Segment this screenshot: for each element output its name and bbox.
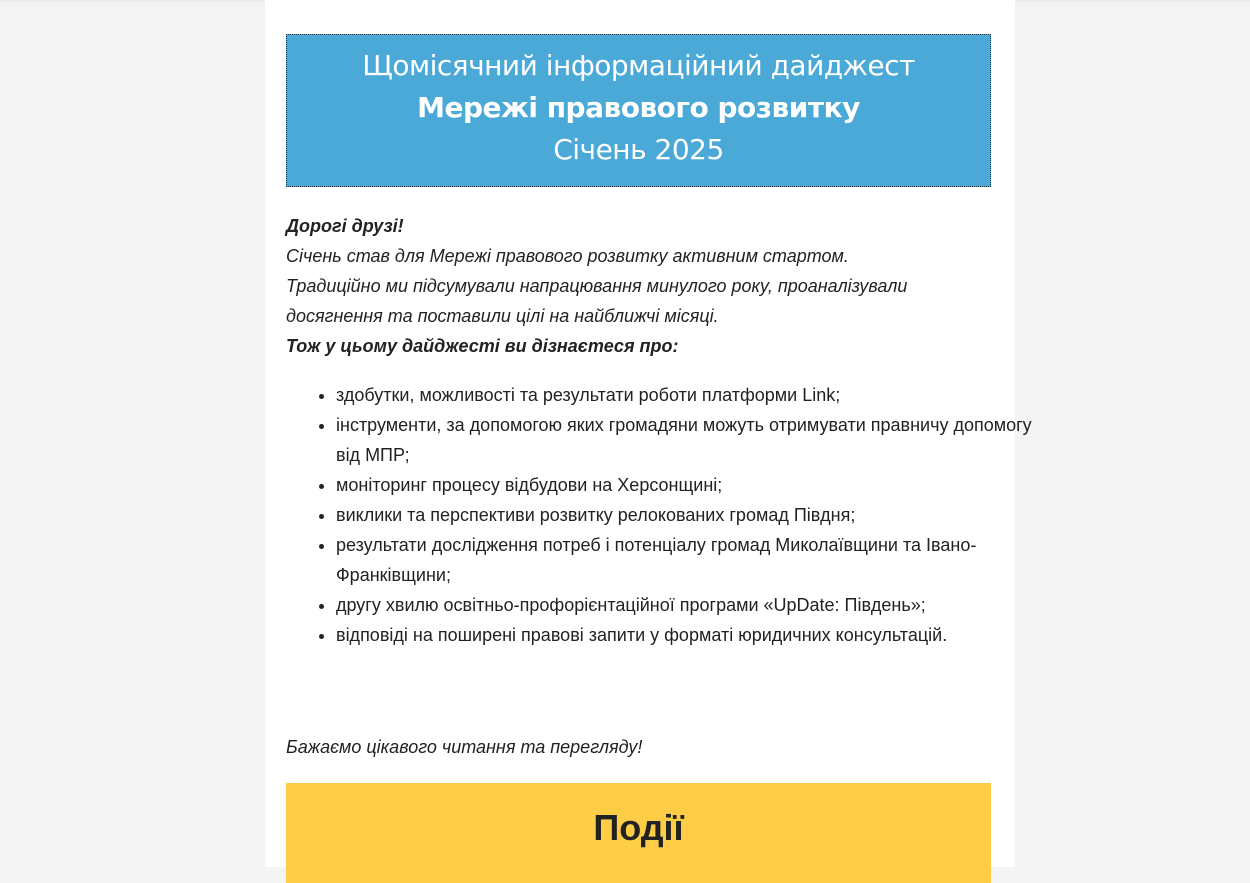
list-item: • здобутки, можливості та результати роботи платформи Link; (336, 380, 1036, 410)
digest-title: Мережі правового розвитку (417, 91, 860, 124)
topics-list (286, 380, 1036, 650)
list-item: • моніторинг процесу відбудови на Херсонщині; (336, 470, 1036, 500)
greeting: Дорогі друзі! (286, 216, 404, 236)
digest-header-banner (286, 34, 991, 187)
list-item: • результати дослідження потреб і потенціалу громад Миколаївщини та Івано-Франківщини; (336, 530, 1036, 590)
closing-text: Бажаємо цікавого читання та перегляду! (286, 737, 643, 757)
list-item: • інструменти, за допомогою яких громадяни можуть отримувати правничу допомогу від МПР; (336, 410, 1036, 470)
digest-date: Січень 2025 (553, 133, 724, 166)
events-title: Події (593, 807, 684, 848)
intro-line: Традиційно ми підсумували напрацювання минулого року, проаналізували досягнення та поставили цілі на найближчі місяці. (286, 276, 908, 326)
newsletter-column (265, 0, 1032, 867)
intro-line: Січень став для Мережі правового розвитку активним стартом. (286, 246, 849, 266)
list-item: • другу хвилю освітньо-профорієнтаційної програми «UpDate: Південь»; (336, 590, 1036, 620)
list-item: • відповіді на поширені правові запити у форматі юридичних консультацій. (336, 620, 1036, 650)
topics-lead: Тож у цьому дайджесті ви дізнаєтеся про: (286, 336, 679, 356)
events-section-header (286, 783, 991, 883)
list-item: • виклики та перспективи розвитку релокованих громад Півдня; (336, 500, 1036, 530)
intro-text (286, 211, 996, 361)
digest-subtitle: Щомісячний інформаційний дайджест (362, 49, 915, 82)
